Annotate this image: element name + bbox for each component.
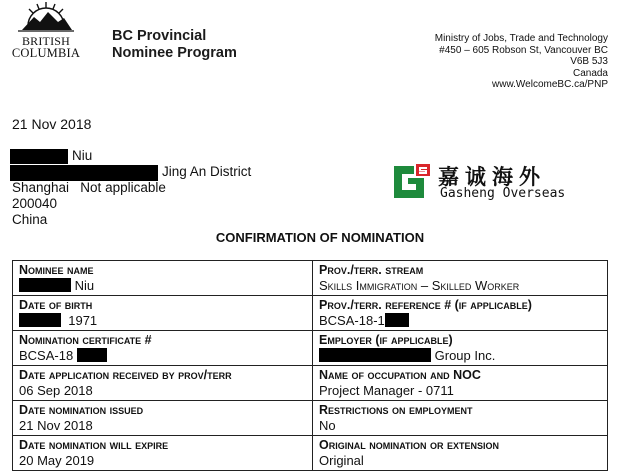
nomination-table (12, 260, 608, 471)
redaction-bar (19, 278, 71, 292)
dob-value-line (19, 313, 306, 329)
logo-word-british: BRITISH (21, 34, 71, 48)
field-value: No (319, 418, 336, 433)
bc-logo (8, 0, 84, 62)
document-heading: CONFIRMATION OF NOMINATION (215, 230, 425, 245)
table-row (13, 366, 608, 401)
field-value: BCSA-18-1 (319, 313, 385, 328)
field-value: Niu (74, 278, 95, 293)
program-title-line2: Nominee Program (112, 45, 237, 61)
field-value: Skills Immigration – Skilled Worker (319, 278, 520, 293)
ministry-country: Canada (572, 67, 608, 79)
gasheng-english-name: Gasheng Overseas (440, 186, 566, 201)
recipient-name: Niu (72, 148, 93, 163)
redaction-bar (385, 313, 409, 327)
employer-cell (313, 331, 608, 366)
recipient-city: Shanghai Not applicable (12, 180, 166, 195)
dob-cell (13, 296, 313, 331)
ministry-street: #450 – 605 Robson St, Vancouver BC (439, 44, 608, 56)
field-label: Date application received by prov/terr (19, 368, 232, 382)
occupation-cell (313, 366, 608, 401)
stream-cell (313, 261, 608, 296)
recipient-country: China (12, 212, 48, 227)
program-title-line1: BC Provincial (112, 28, 207, 44)
ministry-name: Ministry of Jobs, Trade and Technology (434, 33, 608, 44)
recipient-district: Jing An District (162, 164, 252, 179)
field-label: Name of occupation and NOC (319, 368, 481, 382)
ministry-postal: V6B 5J3 (570, 56, 608, 68)
field-label: Employer (if applicable) (319, 333, 453, 347)
letter-date: 21 Nov 2018 (12, 116, 92, 132)
field-label: Date of birth (19, 298, 93, 312)
table-row (13, 331, 608, 366)
reference-value-line (319, 313, 601, 329)
redaction-bar (319, 348, 431, 362)
table-row (13, 296, 608, 331)
redaction-bar (10, 165, 158, 181)
program-title (112, 28, 237, 62)
bc-sun-mountain-icon (8, 0, 84, 34)
reference-cell (313, 296, 608, 331)
certificate-value-line (19, 348, 306, 364)
field-label: Date nomination issued (19, 403, 144, 417)
employer-value-line (319, 348, 601, 364)
field-value: BCSA-18 (19, 348, 74, 363)
application-date-cell (13, 366, 313, 401)
gasheng-emblem-icon (390, 160, 434, 202)
field-label: Prov./terr. reference # (if applicable) (319, 298, 532, 312)
ministry-website: www.WelcomeBC.ca/PNP (492, 79, 608, 91)
issued-date-cell (13, 401, 313, 436)
field-label: Nominee name (19, 263, 94, 277)
gasheng-logo (390, 160, 580, 204)
field-label: Date nomination will expire (19, 438, 169, 452)
nominee-name-cell (13, 261, 313, 296)
nominee-name-value-line (19, 278, 306, 294)
field-value: 20 May 2019 (19, 453, 95, 468)
field-label: Original nomination or extension (319, 438, 499, 452)
restrictions-cell (313, 401, 608, 436)
redaction-bar (77, 348, 107, 362)
logo-word-columbia: COLUMBIA (11, 46, 81, 60)
redaction-bar (19, 313, 61, 327)
table-row (13, 436, 608, 471)
field-label: Prov./terr. stream (319, 263, 424, 277)
recipient-postal: 200040 (12, 196, 58, 211)
gasheng-chinese-name: 嘉诚海外 (438, 165, 546, 189)
field-value: 1971 (68, 313, 98, 328)
field-value: Original (319, 453, 364, 468)
certificate-cell (13, 331, 313, 366)
field-value: Project Manager - 0711 (319, 383, 454, 398)
redaction-bar (10, 149, 68, 164)
field-label: Nomination certificate # (19, 333, 152, 347)
field-value: Group Inc. (434, 348, 496, 363)
field-label: Restrictions on employment (319, 403, 473, 417)
table-row (13, 261, 608, 296)
field-value: 21 Nov 2018 (19, 418, 93, 433)
field-value: 06 Sep 2018 (19, 383, 93, 398)
nomination-type-cell (313, 436, 608, 471)
expiry-date-cell (13, 436, 313, 471)
table-row (13, 401, 608, 436)
ministry-address (348, 33, 608, 91)
